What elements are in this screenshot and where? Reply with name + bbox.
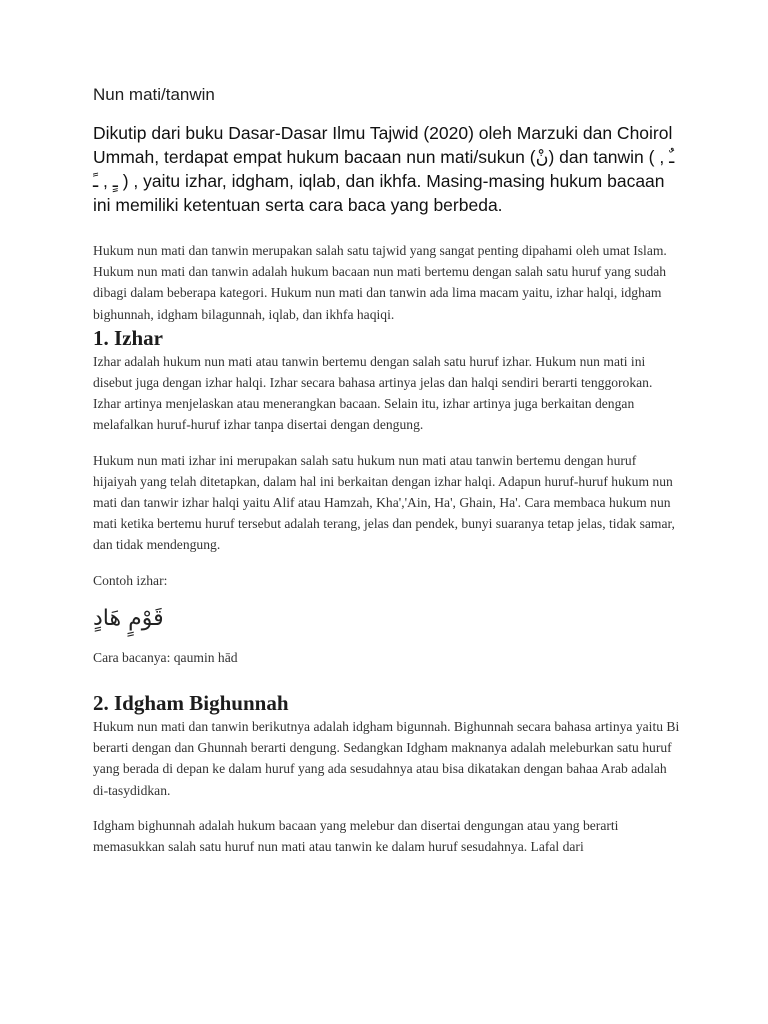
idgham-paragraph-1: Hukum nun mati dan tanwin berikutnya adalah idgham bigunnah. Bighunnah secara bahasa artinya yaitu Bi berarti dengan dan Ghunnah berarti dengung. Sedangkan Idgham maknanya adalah meleburkan satu huruf yang berada di depan ke dalam huruf yang ada sesudahnya atau bisa dikatakan dengan bahaa Arab adalah di-tasydidkan. bbox=[93, 718, 680, 798]
intro-paragraph: Dikutip dari buku Dasar-Dasar Ilmu Tajwid (2020) oleh Marzuki dan Choirol Ummah, terdapat empat hukum bacaan nun mati/sukun (نْ) dan tanwin ( ـٌ , ـٍ , ـً ) , yaitu izhar, idgham, iqlab, dan ikhfa. Masing-masing hukum bacaan ini memiliki ketentuan serta cara baca yang berbeda. bbox=[93, 122, 675, 215]
arabic-example: قَوْمٍ هَادٍ bbox=[93, 605, 164, 631]
idgham-paragraph-2: Idgham bighunnah adalah hukum bacaan yang melebur dan disertai dengungan atau yang berarti memasukkan salah satu huruf nun mati atau tanwin ke dalam huruf sesudahnya. Lafal dari bbox=[93, 817, 619, 854]
izhar-paragraph-1: Izhar adalah hukum nun mati atau tanwin bertemu dengan salah satu huruf izhar. Hukum nun mati ini disebut juga dengan izhar halqi. Izhar secara bahasa artinya jelas dan halqi sendiri berarti tenggorokan. Izhar artinya menjelaskan atau menerangkan bacaan. Selain itu, izhar artinya juga berkaitan dengan melafalkan huruf-huruf izhar tanpa disertai dengan dengung. bbox=[93, 353, 653, 433]
reading-text: Cara bacanya: qaumin hād bbox=[93, 649, 238, 665]
body-paragraph: Hukum nun mati dan tanwin merupakan salah satu tajwid yang sangat penting dipahami oleh umat Islam. Hukum nun mati dan tanwin adalah hukum bacaan nun mati bertemu dengan salah satu huruf yang sudah dibagi dalam beberapa kategori. Hukum nun mati dan tanwin ada lima macam yaitu, izhar halqi, idgham bighunnah, idgham bilagunnah, iqlab, dan ikhfa haqiqi. bbox=[93, 242, 667, 322]
example-label: Contoh izhar: bbox=[93, 572, 168, 588]
document-page bbox=[93, 84, 683, 857]
section-title-izhar: 1. Izhar bbox=[93, 325, 163, 350]
izhar-paragraph-2: Hukum nun mati izhar ini merupakan salah satu hukum nun mati atau tanwin bertemu dengan huruf hijaiyah yang telah ditetapkan, dalam hal ini berkaitan dengan izhar halqi. Adapun huruf-huruf hukum nun mati dan tanwir izhar halqi yaitu Alif atau Hamzah, Kha','Ain, Ha', Ghain, Ha'. Cara membaca hukum nun mati ketika bertemu huruf tersebut adalah terang, jelas dan pendek, bunyi suaranya tetap jelas, tidak samar, dan tidak mendengung. bbox=[93, 452, 675, 553]
document-heading: Nun mati/tanwin bbox=[93, 85, 215, 104]
section-title-idgham-bighunnah: 2. Idgham Bighunnah bbox=[93, 690, 289, 715]
